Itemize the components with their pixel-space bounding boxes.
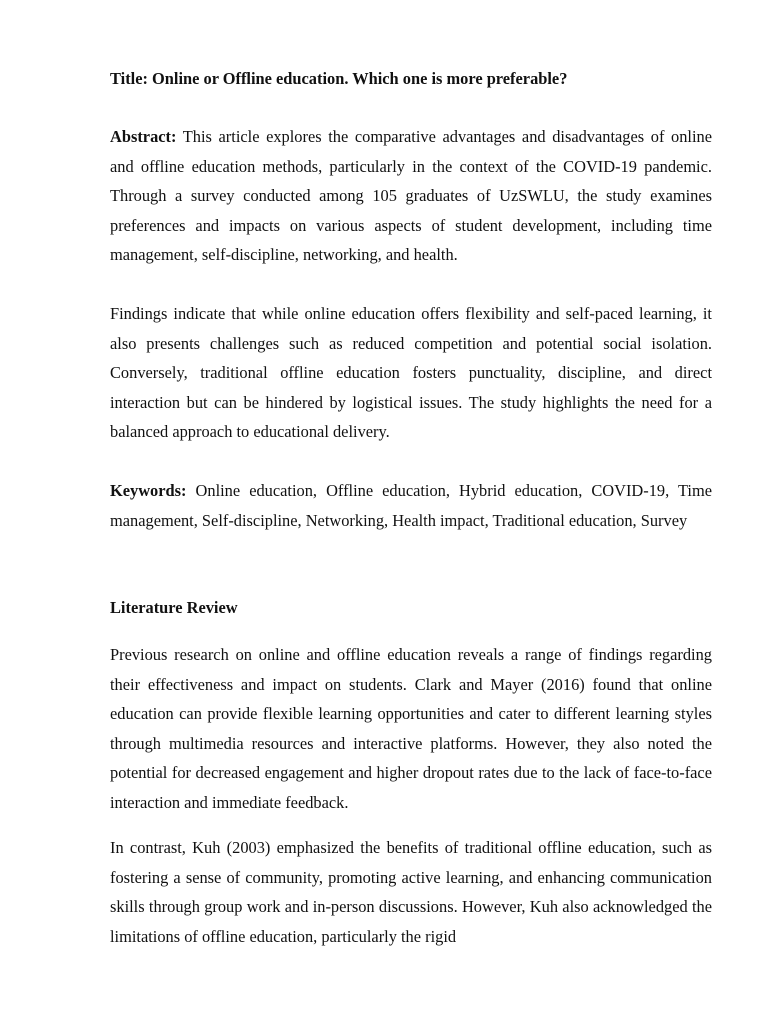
keywords-label: Keywords: — [110, 481, 187, 500]
abstract-text: This article explores the comparative advantages and disadvantages of online and offline education methods, particularly in the context of the COVID-19 pandemic. Through a survey conducted among 105 graduates of UzSWLU, the study examines preferences and impacts on various aspects of student development, including time management, self-discipline, networking, and health. — [110, 127, 712, 264]
findings-paragraph: Findings indicate that while online education offers flexibility and self-paced learning, it also presents challenges such as reduced competition and potential social isolation. Conversely, traditional offline education fosters punctuality, discipline, and direct interaction but can be hindered by logistical issues. The study highlights the need for a balanced approach to educational delivery. — [110, 304, 712, 441]
literature-review-paragraph-1: Previous research on online and offline education reveals a range of findings regarding their effectiveness and impact on students. Clark and Mayer (2016) found that online education can provide flexible learning opportunities and cater to different learning styles through multimedia resources and interactive platforms. However, they also noted the potential for decreased engagement and higher dropout rates due to the lack of face-to-face interaction and immediate feedback. — [110, 645, 712, 812]
literature-review-paragraph-2: In contrast, Kuh (2003) emphasized the benefits of traditional offline education, such as fostering a sense of community, promoting active learning, and enhancing communication skills through group work and in-person discussions. However, Kuh also acknowledged the limitations of offline education, particularly the rigid — [110, 838, 712, 946]
paper-title: Title: Online or Offline education. Which one is more preferable? — [110, 69, 568, 88]
literature-review-heading: Literature Review — [110, 598, 238, 617]
keywords-paragraph — [110, 476, 712, 535]
keywords-text: Online education, Offline education, Hybrid education, COVID-19, Time management, Self-discipline, Networking, Health impact, Traditional education, Survey — [110, 481, 712, 530]
abstract-paragraph — [110, 122, 712, 270]
abstract-label: Abstract: — [110, 127, 177, 146]
